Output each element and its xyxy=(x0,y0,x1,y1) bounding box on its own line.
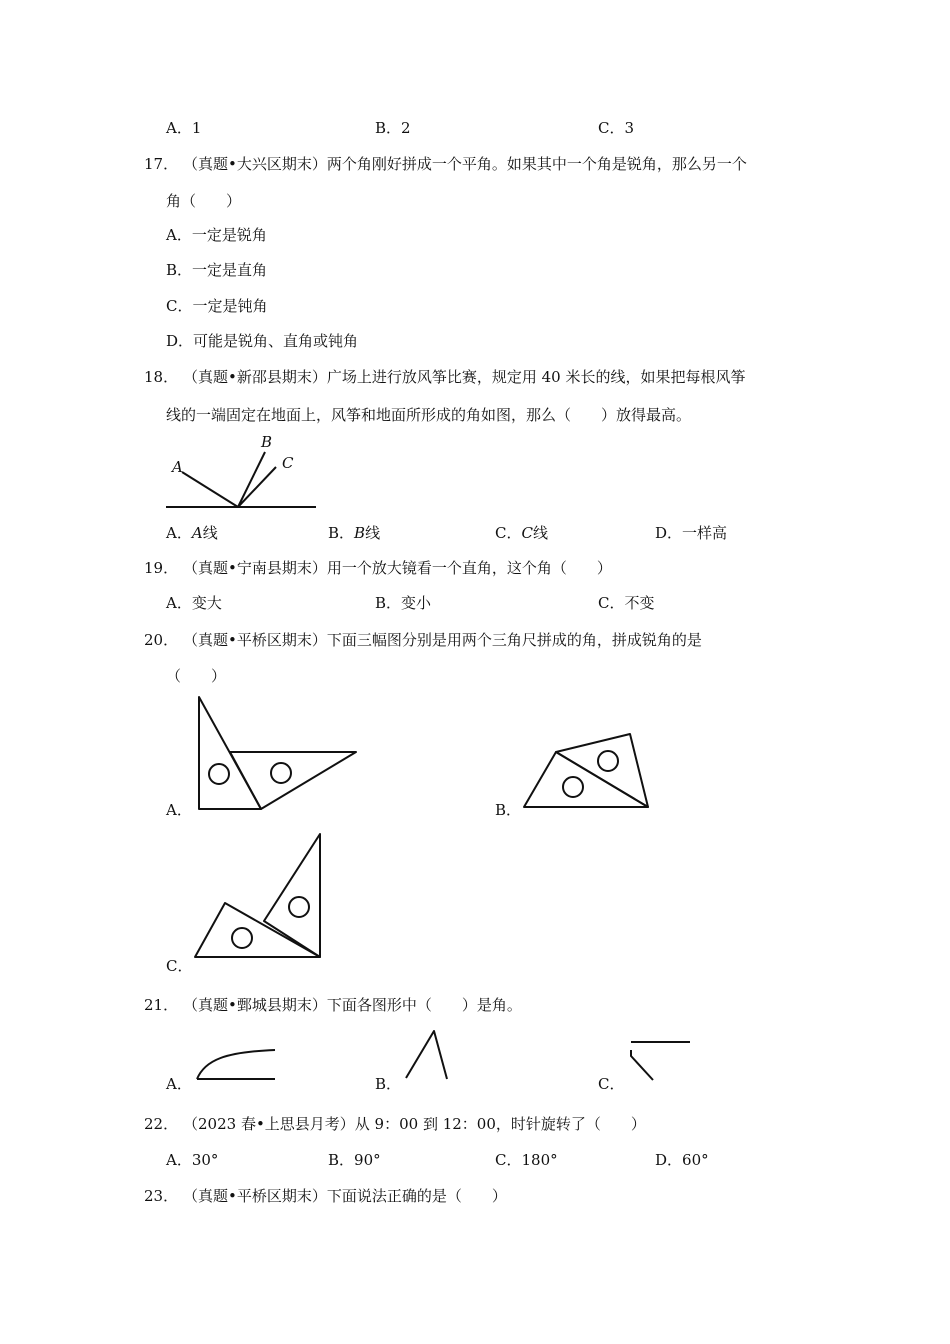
q22-stem: （2023 春•上思县月考）从 9：00 到 12：00，时针旋转了（ ） xyxy=(183,1115,646,1133)
q21-option-c: C． xyxy=(598,1075,625,1093)
q18-option-d: D．一样高 xyxy=(655,524,728,542)
q22-option-c: C．180° xyxy=(495,1151,558,1169)
q18-label-a: A xyxy=(172,458,183,476)
q20-option-a: A． xyxy=(166,801,192,819)
q16-option-c: C．3 xyxy=(598,119,635,137)
q19-number: 19． xyxy=(144,559,179,577)
q17-stem-line1: （真题•大兴区期末）两个角刚好拼成一个平角。如果其中一个角是锐角，那么另一个 xyxy=(183,155,747,173)
q17-number: 17． xyxy=(144,155,179,173)
q18-option-c: C．C线 xyxy=(495,524,548,542)
q19-stem: （真题•宁南县期末）用一个放大镜看一个直角，这个角（ ） xyxy=(183,559,612,577)
q20-stem-line1: （真题•平桥区期末）下面三幅图分别是用两个三角尺拼成的角，拼成锐角的是 xyxy=(183,631,702,649)
slanted-side xyxy=(631,1050,653,1080)
q18-label-c: C xyxy=(282,454,294,472)
q21-number: 21． xyxy=(144,996,179,1014)
q21-figure-b xyxy=(406,1031,447,1079)
q18-stem-line1: （真题•新邵县期末）广场上进行放风筝比赛，规定用 40 米长的线，如果把每根风筝 xyxy=(183,368,746,386)
q21-option-b: B． xyxy=(375,1075,402,1093)
q16-option-b: B．2 xyxy=(375,119,411,137)
q20-stem-line2: （ ） xyxy=(166,667,227,685)
q22-option-b: B．90° xyxy=(328,1151,381,1169)
q19-option-b: B．变小 xyxy=(375,594,432,612)
q16-option-a: A．1 xyxy=(166,119,202,137)
curved-side xyxy=(197,1050,275,1079)
q17-option-b: B．一定是直角 xyxy=(166,261,268,279)
q19-option-c: C．不变 xyxy=(598,594,655,612)
q23-number: 23． xyxy=(144,1187,179,1205)
q22-option-d: D．60° xyxy=(655,1151,709,1169)
q20-option-c: C． xyxy=(166,957,193,975)
q19-option-a: A．变大 xyxy=(166,594,222,612)
q18-stem-line2: 线的一端固定在地面上，风筝和地面所形成的角如图，那么（ ）放得最高。 xyxy=(166,406,692,424)
q20-number: 20． xyxy=(144,631,179,649)
q22-number: 22． xyxy=(144,1115,179,1133)
q17-stem-line2: 角（ ） xyxy=(166,192,242,210)
angle-sides xyxy=(406,1031,447,1079)
q20-option-b: B． xyxy=(495,801,522,819)
q23-stem: （真题•平桥区期末）下面说法正确的是（ ） xyxy=(183,1187,507,1205)
q18-option-b: B．B线 xyxy=(328,524,381,542)
q21-figure-c xyxy=(631,1042,690,1080)
q21-figure-a xyxy=(197,1050,275,1079)
q21-option-a: A． xyxy=(166,1075,192,1093)
q18-number: 18． xyxy=(144,368,179,386)
q17-option-c: C．一定是钝角 xyxy=(166,297,268,315)
q22-option-a: A．30° xyxy=(166,1151,219,1169)
q18-label-b: B xyxy=(261,433,273,451)
q18-option-a: A．A线 xyxy=(166,524,218,542)
q17-option-a: A．一定是锐角 xyxy=(166,226,267,244)
q17-option-d: D．可能是锐角、直角或钝角 xyxy=(166,332,359,350)
q21-stem: （真题•鄄城县期末）下面各图形中（ ）是角。 xyxy=(183,996,522,1014)
